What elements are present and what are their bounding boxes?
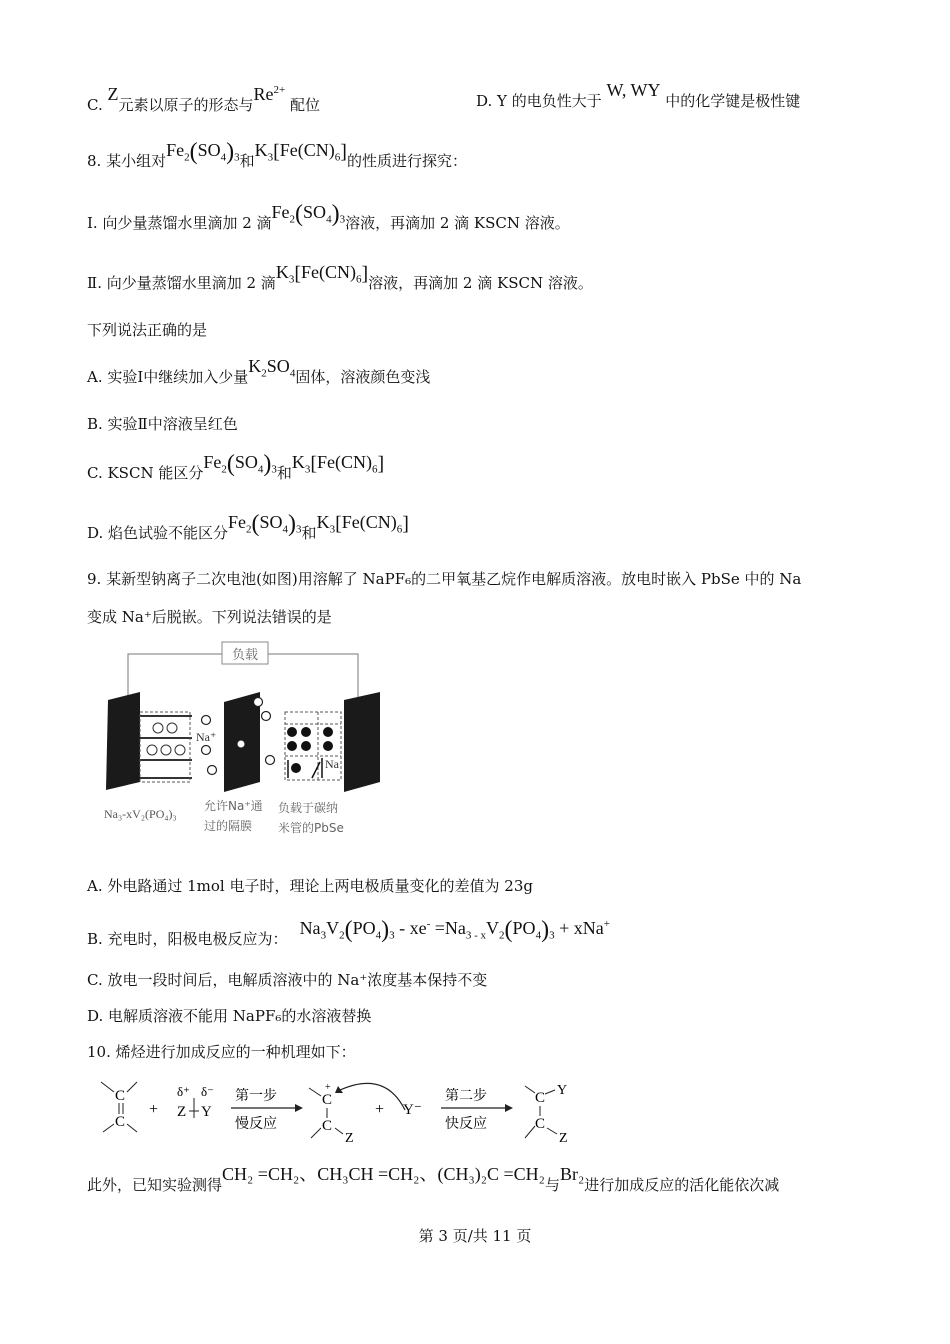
q8-option-d: D. 焰色试验不能区分$Fe_2(SO_4)_3$和$K_3[Fe(CN)_6]$	[87, 511, 409, 542]
svg-text:C: C	[322, 1118, 333, 1134]
svg-text:C: C	[535, 1090, 546, 1106]
addition-mechanism-diagram	[95, 1068, 585, 1150]
q8-experiment-2: Ⅱ. 向少量蒸馏水里滴加 2 滴$K_3[Fe(CN)_6]$溶液，再滴加 2 滴 KSCN 溶液。	[87, 262, 593, 292]
q8-option-a: A. 实验Ⅰ中继续加入少量$K_2SO_4$固体，溶液颜色变浅	[87, 356, 431, 386]
svg-text:Z: Z	[345, 1131, 354, 1146]
q9-stem-line-2: 变成 Na⁺后脱嵌。下列说法错误的是	[87, 608, 332, 626]
q9-stem-line-1: 9. 某新型钠离子二次电池(如图)用溶解了 NaPF₆的二甲氧基乙烷作电解质溶液。放电时嵌入 PbSe 中的 Na	[87, 570, 802, 588]
q8-experiment-1: Ⅰ. 向少量蒸馏水里滴加 2 滴$Fe_2(SO_4)_3$溶液，再滴加 2 滴 KSCN 溶液。	[87, 201, 570, 232]
svg-text:+: +	[375, 1101, 385, 1118]
svg-text:δ⁻: δ⁻	[201, 1084, 214, 1099]
svg-text:C: C	[322, 1092, 333, 1108]
page-footer: 第 3 页/共 11 页	[418, 1227, 532, 1245]
right-electrode	[344, 692, 380, 792]
q9-option-b: B. 充电时，阳极电极反应为：$Na_3V_2(PO_4)_3 - xe^- =Na_{3 - x}V_2(PO_4)_3 + xNa^+$	[87, 917, 610, 948]
svg-text:δ⁺: δ⁺	[177, 1084, 190, 1099]
q9-option-d: D. 电解质溶液不能用 NaPF₆的水溶液替换	[87, 1007, 372, 1025]
svg-text:Y⁻: Y⁻	[403, 1102, 422, 1118]
right-caption-2: 米管的PbSe	[278, 821, 344, 835]
svg-text:Z: Z	[559, 1131, 568, 1146]
na-ion-label: Na⁺	[196, 730, 217, 744]
q9-option-c: C. 放电一段时间后，电解质溶液中的 Na⁺浓度基本保持不变	[87, 971, 488, 989]
svg-text:C: C	[115, 1088, 126, 1104]
na-right-label: Na	[325, 757, 339, 771]
step1-top-label: 第一步	[235, 1088, 277, 1104]
left-lattice	[140, 712, 192, 782]
svg-text:C: C	[535, 1116, 546, 1132]
q10-last-line: 此外，已知实验测得CH₂ =CH₂、CH₃CH =CH₂、(CH₃)₂C =CH₂与Br₂进行加成反应的活化能依次减	[87, 1164, 780, 1194]
q7-option-d: D. Y 的电负性大于 W, WY 中的化学键是极性键	[476, 80, 801, 110]
na-ions-left	[202, 716, 217, 775]
load-label: 负载	[231, 648, 259, 663]
q10-stem: 10. 烯烃进行加成反应的一种机理如下：	[87, 1043, 356, 1061]
svg-text:Z: Z	[177, 1104, 187, 1120]
left-caption: Na₃-xV₂(PO₄)₃	[104, 807, 177, 821]
q9-option-a: A. 外电路通过 1mol 电子时，理论上两电极质量变化的差值为 23g	[87, 877, 533, 895]
battery-diagram	[100, 640, 390, 840]
left-electrode	[106, 692, 140, 790]
middle-caption-2: 过的隔膜	[204, 819, 253, 833]
step1-bottom-label: 慢反应	[235, 1116, 277, 1132]
svg-text:C: C	[115, 1114, 126, 1130]
step2-bottom-label: 快反应	[445, 1116, 487, 1132]
q7-option-c: C. Z元素以原子的形态与$Re^{2+}$ 配位	[87, 84, 321, 114]
svg-text:Y: Y	[201, 1104, 212, 1120]
svg-text:+: +	[325, 1082, 331, 1093]
middle-caption-1: 允许Na⁺通	[204, 799, 263, 813]
right-caption-1: 负载于碳纳	[278, 801, 339, 815]
svg-text:+: +	[149, 1101, 159, 1118]
svg-text:Y: Y	[557, 1083, 568, 1098]
q8-option-c: C. KSCN 能区分$Fe_2(SO_4)_3$和$K_3[Fe(CN)_6]$	[87, 451, 385, 482]
step2-top-label: 第二步	[445, 1088, 487, 1104]
q8-stem: 8. 某小组对$Fe_2(SO_4)_3$和$K_3[Fe(CN)_6]$的性质进行探究：	[87, 139, 467, 170]
q8-question: 下列说法正确的是	[87, 321, 208, 339]
q8-option-b: B. 实验Ⅱ中溶液呈红色	[87, 415, 238, 433]
